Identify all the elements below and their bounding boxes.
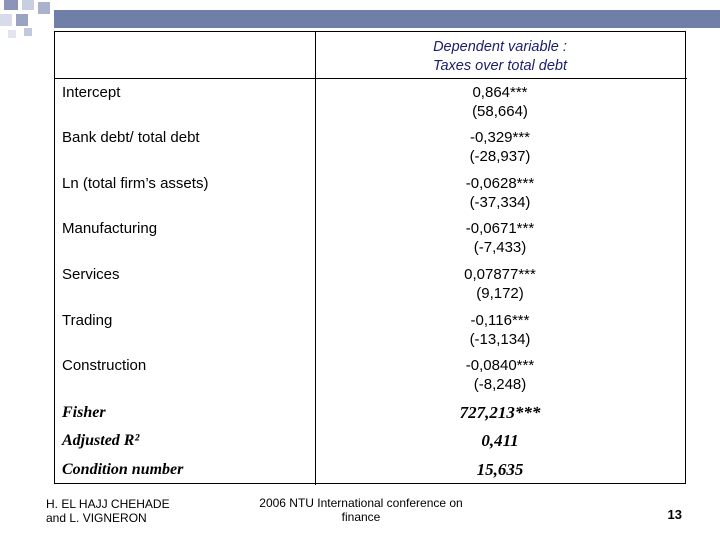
footer-conference <box>255 496 467 524</box>
row-value-ln-assets <box>400 174 600 212</box>
footer-authors <box>46 497 170 525</box>
row-label-intercept: Intercept <box>62 84 121 101</box>
row-value-manufacturing <box>400 219 600 257</box>
conference-line-1: 2006 NTU International conference on <box>259 496 463 510</box>
t-statistic: (-8,248) <box>473 376 527 393</box>
dependent-variable-header <box>400 38 600 76</box>
t-statistic: (-7,433) <box>473 239 527 256</box>
header-divider <box>55 78 687 79</box>
t-statistic: (-28,937) <box>469 148 531 165</box>
row-value-trading <box>400 311 600 349</box>
stat-label-condition-number: Condition number <box>62 461 184 478</box>
row-label-trading: Trading <box>62 312 113 329</box>
row-label-bank-debt: Bank debt/ total debt <box>62 129 200 146</box>
t-statistic: (-13,134) <box>469 331 531 348</box>
row-value-bank-debt <box>400 128 600 166</box>
row-value-construction <box>400 356 600 394</box>
row-value-services <box>400 265 600 303</box>
header-line-2: Taxes over total debt <box>432 58 568 74</box>
coefficient: -0,0840*** <box>465 357 535 374</box>
coefficient: -0,329*** <box>469 129 531 146</box>
stat-value-fisher: 727,213*** <box>459 403 541 422</box>
coefficient: 0,07877*** <box>464 266 536 283</box>
conference-line-2: finance <box>341 510 381 524</box>
stat-label-fisher: Fisher <box>62 404 106 421</box>
stat-label-adjusted-r2: Adjusted R² <box>62 432 140 449</box>
column-divider <box>315 32 316 485</box>
t-statistic: (58,664) <box>472 103 528 120</box>
t-statistic: (9,172) <box>476 285 524 302</box>
header-accent-bar <box>54 10 720 28</box>
row-label-ln-assets: Ln (total firm’s assets) <box>62 175 209 192</box>
coefficient: -0,0628*** <box>465 175 535 192</box>
coefficient: 0,864*** <box>472 84 528 101</box>
regression-table <box>54 31 686 484</box>
decorative-squares <box>0 0 56 40</box>
author-line-1: H. EL HAJJ CHEHADE <box>46 497 170 511</box>
row-label-construction: Construction <box>62 357 147 374</box>
coefficient: -0,116*** <box>470 312 530 329</box>
row-label-services: Services <box>62 266 120 283</box>
author-line-2: and L. VIGNERON <box>46 511 147 525</box>
coefficient: -0,0671*** <box>465 220 535 237</box>
page-number: 13 <box>667 507 682 522</box>
stat-value-condition-number: 15,635 <box>476 460 524 479</box>
header-line-1: Dependent variable : <box>433 39 567 55</box>
row-value-intercept <box>400 83 600 121</box>
stat-value-adjusted-r2: 0,411 <box>481 431 519 450</box>
t-statistic: (-37,334) <box>469 194 531 211</box>
row-label-manufacturing: Manufacturing <box>62 220 158 237</box>
